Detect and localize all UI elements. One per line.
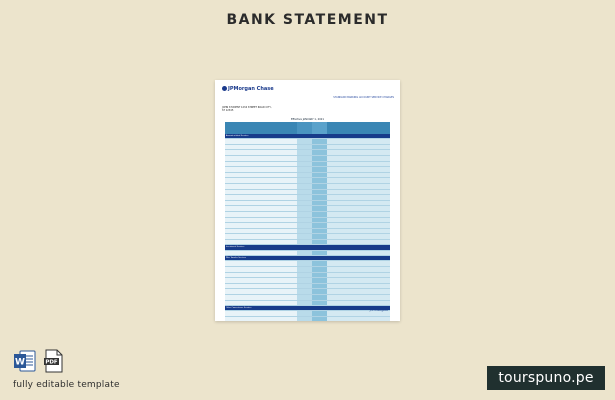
table-cell — [225, 173, 297, 178]
section-cell — [312, 256, 327, 260]
table-header — [225, 122, 390, 134]
table-cell — [297, 162, 312, 167]
table-cell — [297, 201, 312, 206]
table-cell — [225, 150, 297, 155]
table-cell — [312, 284, 327, 289]
table-cell — [297, 212, 312, 217]
table-cell — [312, 251, 327, 256]
table-cell — [312, 317, 327, 321]
table-cell — [225, 273, 297, 278]
table-cell — [297, 206, 312, 211]
table-cell — [327, 162, 390, 167]
table-cell — [312, 261, 327, 266]
table-cell — [327, 156, 390, 161]
table-cell — [297, 150, 312, 155]
fee-table — [225, 122, 390, 321]
section-cell: Other Convenience Services — [225, 306, 297, 310]
table-cell — [312, 273, 327, 278]
table-cell — [297, 301, 312, 306]
table-cell — [327, 317, 390, 321]
table-cell — [297, 139, 312, 144]
section-cell — [297, 256, 312, 260]
logo-text: JPMorgan Chase — [228, 86, 274, 92]
section-cell — [327, 245, 390, 249]
table-cell — [327, 218, 390, 223]
section-cell — [312, 306, 327, 310]
table-cell — [312, 267, 327, 272]
table-cell — [327, 261, 390, 266]
table-cell — [225, 178, 297, 183]
section-cell — [297, 245, 312, 249]
table-cell — [327, 284, 390, 289]
table-cell — [312, 145, 327, 150]
table-cell — [327, 190, 390, 195]
table-cell — [225, 229, 297, 234]
table-cell — [297, 184, 312, 189]
table-cell — [225, 139, 297, 144]
section-cell — [327, 256, 390, 260]
table-cell — [225, 218, 297, 223]
section-cell — [312, 245, 327, 249]
table-cell — [327, 195, 390, 200]
table-cell — [312, 150, 327, 155]
table-cell — [312, 289, 327, 294]
table-cell — [327, 184, 390, 189]
table-cell — [327, 145, 390, 150]
table-cell — [312, 218, 327, 223]
table-cell — [225, 162, 297, 167]
table-cell — [225, 223, 297, 228]
table-cell — [327, 295, 390, 300]
table-cell — [327, 229, 390, 234]
table-cell — [327, 150, 390, 155]
table-cell — [297, 240, 312, 245]
brand-badge[interactable]: tourspuno.pe — [487, 366, 605, 390]
table-cell — [312, 278, 327, 283]
editable-template-caption: fully editable template — [13, 380, 120, 390]
section-cell — [297, 306, 312, 310]
effective-date: Effective JANUARY 1, 2021 — [291, 118, 324, 121]
table-cell — [327, 223, 390, 228]
table-cell — [312, 184, 327, 189]
table-cell — [225, 267, 297, 272]
word-icon-letter: W — [15, 357, 25, 368]
table-cell — [297, 267, 312, 272]
table-cell — [225, 295, 297, 300]
table-cell — [297, 145, 312, 150]
table-cell — [312, 234, 327, 239]
table-cell — [327, 267, 390, 272]
table-cell — [327, 173, 390, 178]
section-cell: Investment Services — [225, 245, 297, 249]
table-cell — [327, 278, 390, 283]
table-cell — [297, 173, 312, 178]
customer-address: JOHN STUDENT 1234 STREET ROAD CITY, ST 12345 — [222, 106, 272, 112]
table-cell — [312, 206, 327, 211]
table-cell — [225, 206, 297, 211]
table-cell — [297, 178, 312, 183]
section-cell: Wire Transfer Services — [225, 256, 297, 260]
table-cell — [225, 261, 297, 266]
table-cell — [327, 206, 390, 211]
statement-header: STANDARD BANKING ACCOUNT SERVICE CHARGES — [333, 96, 394, 99]
section-cell: Account-related Services — [225, 134, 297, 138]
table-cell — [225, 289, 297, 294]
table-cell — [312, 311, 327, 316]
table-cell — [312, 162, 327, 167]
table-cell — [327, 301, 390, 306]
table-cell — [327, 139, 390, 144]
table-cell — [225, 278, 297, 283]
table-cell — [327, 311, 390, 316]
table-cell — [297, 261, 312, 266]
table-cell — [225, 184, 297, 189]
footer-logo: J.P.Morgan — [369, 308, 388, 312]
table-cell — [297, 195, 312, 200]
table-cell — [297, 251, 312, 256]
table-cell — [312, 229, 327, 234]
table-cell — [297, 218, 312, 223]
table-cell — [225, 212, 297, 217]
table-cell — [297, 234, 312, 239]
table-cell — [327, 212, 390, 217]
table-cell — [327, 240, 390, 245]
table-cell — [297, 223, 312, 228]
bank-statement-preview[interactable] — [215, 80, 400, 321]
table-cell — [312, 167, 327, 172]
table-row — [225, 317, 390, 321]
table-cell — [225, 201, 297, 206]
table-cell — [297, 156, 312, 161]
page-title: BANK STATEMENT — [226, 12, 389, 28]
table-cell — [225, 167, 297, 172]
table-cell — [327, 251, 390, 256]
pdf-document-icon — [43, 349, 65, 373]
table-cell — [312, 240, 327, 245]
jpmorgan-logo — [222, 86, 274, 92]
table-cell — [312, 190, 327, 195]
table-cell — [327, 289, 390, 294]
table-cell — [225, 195, 297, 200]
section-cell — [312, 134, 327, 138]
table-cell — [297, 289, 312, 294]
table-cell — [327, 178, 390, 183]
section-cell — [327, 134, 390, 138]
table-cell — [297, 229, 312, 234]
table-cell — [327, 234, 390, 239]
table-cell — [225, 234, 297, 239]
pdf-icon-label: PDF — [45, 359, 58, 366]
table-cell — [297, 273, 312, 278]
table-cell — [225, 156, 297, 161]
table-cell — [225, 284, 297, 289]
table-cell — [327, 201, 390, 206]
table-cell — [297, 295, 312, 300]
table-cell — [312, 139, 327, 144]
table-cell — [297, 284, 312, 289]
table-cell — [297, 317, 312, 321]
word-document-icon — [13, 349, 37, 373]
table-cell — [225, 301, 297, 306]
table-cell — [297, 278, 312, 283]
table-cell — [312, 295, 327, 300]
table-cell — [312, 156, 327, 161]
table-cell — [312, 301, 327, 306]
table-cell — [312, 173, 327, 178]
table-cell — [327, 167, 390, 172]
table-cell — [327, 273, 390, 278]
table-cell — [225, 251, 297, 256]
table-cell — [297, 311, 312, 316]
table-cell — [297, 167, 312, 172]
section-cell — [297, 134, 312, 138]
table-cell — [312, 201, 327, 206]
table-cell — [225, 240, 297, 245]
table-cell — [312, 223, 327, 228]
table-cell — [225, 311, 297, 316]
table-cell — [225, 190, 297, 195]
table-cell — [297, 190, 312, 195]
table-cell — [312, 178, 327, 183]
table-cell — [225, 317, 297, 321]
table-cell — [225, 145, 297, 150]
table-cell — [312, 212, 327, 217]
table-cell — [312, 195, 327, 200]
